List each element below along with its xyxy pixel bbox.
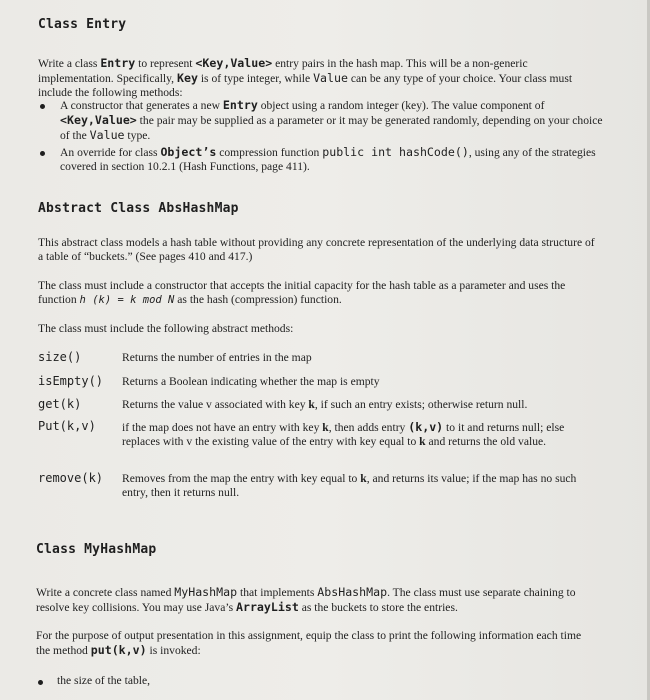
code-object: Object’s — [160, 145, 217, 159]
text: as the hash (compression) function. — [174, 293, 342, 306]
text: compression function — [216, 146, 323, 159]
abs-paragraph-2 — [38, 279, 600, 307]
text: object using a random integer (key). The value component of — [257, 99, 545, 112]
my-paragraph-2 — [36, 629, 598, 658]
key-k: k — [322, 421, 329, 434]
entry-bullet-hashcode — [60, 145, 604, 174]
code-key-value: <Key,Value> — [195, 56, 273, 70]
text: is of type integer, while — [197, 72, 314, 85]
text: to it and returns null; else replaces with v the existing value of the entry with key equal to — [122, 421, 565, 448]
key-k: k — [360, 472, 367, 485]
method-desc-size: Returns the number of entries in the map — [122, 351, 312, 364]
code-hashcode: public int hashCode() — [322, 145, 469, 159]
text: the pair may be supplied as a parameter or it may be generated randomly, depending on your choice of the — [60, 114, 603, 142]
text: and returns the old value. — [425, 435, 547, 448]
text: entry pairs in the hash map. This will be a non-generic implementation. Specifically, — [38, 57, 528, 85]
text: The class must include a constructor that accepts the initial capacity for the hash table as a parameter and uses the function — [38, 279, 566, 306]
key-k: k — [308, 398, 315, 411]
text: that implements — [237, 586, 318, 599]
text: For the purpose of output presentation in this assignment, equip the class to print the following information each time the method — [36, 629, 582, 657]
my-bullet-size: the size of the table, — [57, 674, 151, 687]
text: to represent — [135, 57, 196, 70]
text: Write a concrete class named — [36, 586, 175, 599]
text: Write a class — [38, 57, 101, 70]
text: type. — [124, 129, 151, 142]
text: , and returns its value; if the map has no such entry, then it returns null. — [122, 472, 577, 499]
code-arraylist: ArrayList — [235, 600, 299, 614]
text: is invoked: — [146, 644, 201, 657]
code-value: Value — [89, 128, 125, 142]
text: as the buckets to store the entries. — [298, 601, 458, 614]
text: , then adds entry — [328, 421, 409, 434]
method-name-put: Put(k,v) — [38, 419, 96, 433]
code-kv: (k,v) — [408, 420, 444, 434]
code-entry: Entry — [222, 98, 258, 112]
abs-paragraph-1: This abstract class models a hash table without providing any concrete representation of the underlying data structure of a table of “buckets.” (See pages 410 and 417.) — [38, 236, 595, 263]
code-entry: Entry — [100, 56, 136, 70]
method-desc-get — [122, 398, 600, 412]
text: An override for class — [60, 146, 161, 159]
text: Returns the value v associated with key — [122, 398, 309, 411]
method-desc-put — [122, 420, 600, 449]
code-key: Key — [176, 71, 198, 85]
formula-hash: h (k) = k mod N — [79, 294, 175, 306]
heading-class-entry: Class Entry — [38, 17, 127, 32]
text: . The class must use separate chaining to resolve key collisions. You may use Java’s — [36, 586, 576, 614]
method-name-size: size() — [38, 350, 82, 364]
bullet-icon — [38, 680, 43, 685]
code-myhashmap: MyHashMap — [174, 585, 238, 599]
bullet-icon — [40, 104, 45, 109]
text: Removes from the map the entry with key equal to — [122, 472, 361, 485]
method-name-get: get(k) — [38, 397, 82, 411]
code-value: Value — [313, 71, 348, 85]
entry-bullet-constructor — [60, 98, 604, 143]
method-name-isempty: isEmpty() — [38, 374, 104, 388]
method-desc-remove — [122, 472, 600, 500]
text: , if such an entry exists; otherwise return null. — [314, 398, 528, 411]
my-paragraph-1 — [36, 585, 600, 615]
entry-intro-paragraph — [38, 56, 604, 100]
code-put: put(k,v) — [90, 643, 147, 657]
method-desc-isempty: Returns a Boolean indicating whether the map is empty — [122, 375, 380, 388]
bullet-icon — [40, 151, 45, 156]
text: if the map does not have an entry with key — [122, 421, 323, 434]
code-abshashmap: AbsHashMap — [317, 585, 388, 599]
method-name-remove: remove(k) — [38, 471, 104, 485]
text: A constructor that generates a new — [60, 99, 223, 112]
text: can be any type of your choice. Your class must include the following methods: — [38, 72, 573, 99]
abs-paragraph-3: The class must include the following abstract methods: — [38, 322, 294, 335]
key-k: k — [419, 435, 426, 448]
heading-class-myhashmap: Class MyHashMap — [36, 542, 157, 557]
code-key-value: <Key,Value> — [60, 113, 137, 127]
text: , using any of the strategies covered in section 10.2.1 (Hash Functions, page 411). — [60, 146, 596, 173]
heading-abstract-class: Abstract Class AbsHashMap — [38, 201, 239, 216]
